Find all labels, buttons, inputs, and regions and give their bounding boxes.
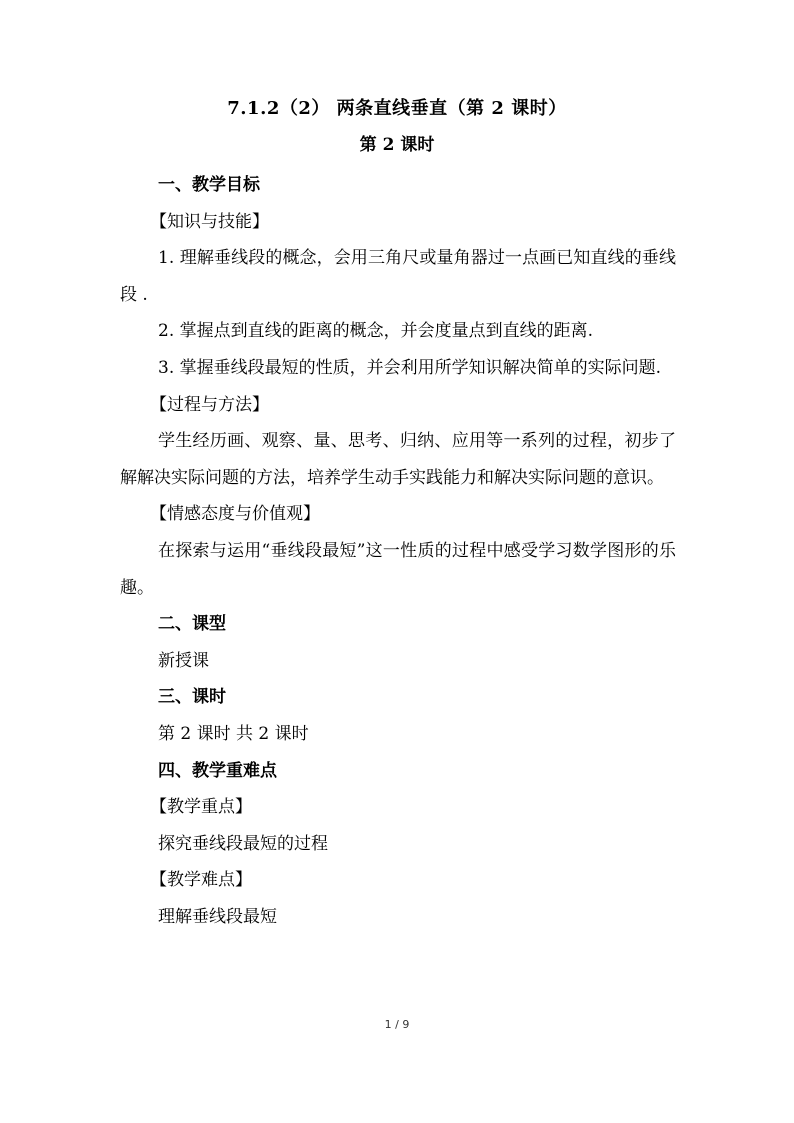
subheading-key: 【教学重点】 <box>150 797 252 818</box>
section-heading-goals: 一、教学目标 <box>158 175 260 195</box>
paragraph-difficult: 理解垂线段最短 <box>158 906 277 927</box>
paragraph-key: 探究垂线段最短的过程 <box>158 833 328 854</box>
subheading-emotion: 【情感态度与价值观】 <box>150 504 320 525</box>
page-subtitle: 第 2 课时 <box>359 135 435 155</box>
section-heading-keypoints: 四、教学重难点 <box>158 760 277 781</box>
section-heading-type: 二、课型 <box>158 614 226 635</box>
subheading-knowledge: 【知识与技能】 <box>150 211 269 232</box>
section-heading-period: 三、课时 <box>158 687 226 708</box>
paragraph-knowledge-2: 2. 掌握点到直线的距离的概念，并会度量点到直线的距离. <box>158 321 594 342</box>
subheading-process: 【过程与方法】 <box>150 394 269 415</box>
page-number: 1 / 9 <box>384 1018 410 1031</box>
paragraph-process: 学生经历画、观察、量、思考、归纳、应用等一系列的过程，初步了解解决实际问题的方法，培养学生动手实践能力和解决实际问题的意识。 <box>120 431 676 488</box>
paragraph-knowledge-1: 1. 理解垂线段的概念，会用三角尺或量角器过一点画已知直线的垂线段 . <box>120 248 676 305</box>
paragraph-knowledge-3: 3. 掌握垂线段最短的性质，并会利用所学知识解决简单的实际问题. <box>158 357 662 378</box>
subheading-difficult: 【教学难点】 <box>150 870 252 891</box>
paragraph-type: 新授课 <box>158 650 209 671</box>
page-title: 7.1.2（2） 两条直线垂直（第 2 课时） <box>227 98 567 119</box>
paragraph-emotion: 在探索与运用“垂线段最短”这一性质的过程中感受学习数学图形的乐趣。 <box>120 540 676 598</box>
paragraph-period: 第 2 课时 共 2 课时 <box>158 723 309 744</box>
document-body <box>120 167 676 935</box>
